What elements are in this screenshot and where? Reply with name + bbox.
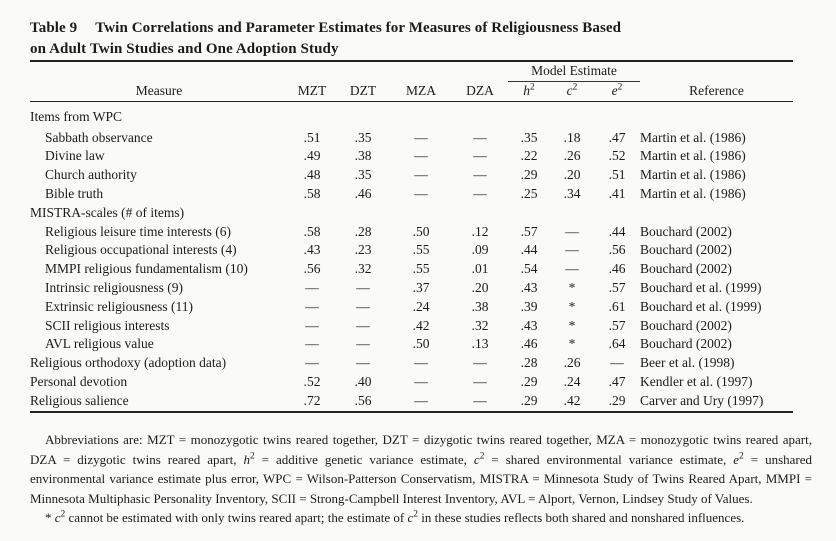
mzt-cell: .56 xyxy=(303,261,321,277)
dza-cell: .20 xyxy=(471,279,489,295)
c2-cell: .26 xyxy=(563,355,581,371)
mzt-cell: — xyxy=(305,336,319,352)
mzt-cell: — xyxy=(305,298,319,314)
col-header-c2: $c^2$ xyxy=(550,81,594,101)
dzt-cell: — xyxy=(356,298,370,314)
h2-cell: .29 xyxy=(520,392,538,408)
table-title-line1 xyxy=(30,18,690,39)
h2-cell: .43 xyxy=(520,279,538,295)
mzt-cell: .58 xyxy=(303,223,321,239)
mzt-cell: .58 xyxy=(303,185,321,201)
table-row xyxy=(30,335,793,354)
mza-cell: — xyxy=(414,129,428,145)
mza-cell: — xyxy=(414,373,428,389)
dzt-cell: .35 xyxy=(354,129,372,145)
dza-cell: — xyxy=(473,373,487,389)
mza-cell xyxy=(390,204,452,223)
dza-cell: .38 xyxy=(471,298,489,314)
e2-cell: .56 xyxy=(608,242,626,258)
math-variable: c xyxy=(54,510,61,525)
e2-cell: .47 xyxy=(608,373,626,389)
dza-cell xyxy=(452,204,508,223)
e2-cell: .46 xyxy=(608,261,626,277)
h2-cell: .22 xyxy=(520,148,538,164)
c2-cell: .26 xyxy=(563,148,581,164)
e2-cell: .52 xyxy=(608,148,626,164)
dzt-cell: .32 xyxy=(354,261,372,277)
reference-cell: Bouchard et al. (1999) xyxy=(640,298,762,314)
c2-cell: * xyxy=(568,279,576,295)
dza-cell: .32 xyxy=(471,317,489,333)
reference-cell: Martin et al. (1986) xyxy=(640,129,746,145)
h2-cell: .28 xyxy=(520,355,538,371)
mzt-cell: .49 xyxy=(303,148,321,164)
table-row xyxy=(30,185,793,204)
dza-cell: — xyxy=(473,392,487,408)
reference-cell: Carver and Ury (1997) xyxy=(640,392,764,408)
e2-cell xyxy=(594,204,640,223)
reference-cell: Bouchard et al. (1999) xyxy=(640,279,762,295)
c2-cell xyxy=(550,204,594,223)
dza-cell xyxy=(452,101,508,129)
dzt-cell: — xyxy=(356,279,370,295)
e2-cell: .44 xyxy=(608,223,626,239)
dza-cell: .13 xyxy=(471,336,489,352)
dza-cell: — xyxy=(473,185,487,201)
mza-cell: — xyxy=(414,167,428,183)
mzt-cell xyxy=(288,204,336,223)
h2-cell: .39 xyxy=(520,298,538,314)
c2-cell: * xyxy=(568,317,576,333)
dzt-cell: .23 xyxy=(354,242,372,258)
mza-cell xyxy=(390,101,452,129)
measure-cell: Bible truth xyxy=(45,185,104,201)
dzt-cell: — xyxy=(356,336,370,352)
table-row xyxy=(30,373,793,392)
header-spacer xyxy=(640,61,793,81)
h2-cell: .43 xyxy=(520,317,538,333)
dzt-cell: — xyxy=(356,355,370,371)
math-variable: c xyxy=(473,451,480,467)
e2-cell: .41 xyxy=(608,185,626,201)
e2-cell: .61 xyxy=(608,298,626,314)
model-estimate-group-header: Model Estimate xyxy=(508,61,640,81)
reference-cell: Bouchard (2002) xyxy=(640,242,732,258)
table-row xyxy=(30,241,793,260)
col-header-measure: Measure xyxy=(30,81,288,101)
measure-cell: Items from WPC xyxy=(30,109,122,125)
measure-cell: Sabbath observance xyxy=(45,129,153,145)
e2-cell: .57 xyxy=(608,279,626,295)
col-header-dzt: DZT xyxy=(336,81,390,101)
col-header-reference: Reference xyxy=(640,81,793,101)
measure-cell: MMPI religious fundamentalism (10) xyxy=(45,261,248,277)
mzt-cell: .48 xyxy=(303,167,321,183)
measure-cell: Intrinsic religiousness (9) xyxy=(45,279,183,295)
math-variable: e xyxy=(733,451,740,467)
mzt-cell: .43 xyxy=(303,242,321,258)
dza-cell: — xyxy=(473,148,487,164)
mza-cell: — xyxy=(414,185,428,201)
c2-cell: .18 xyxy=(563,129,581,145)
measure-cell: Church authority xyxy=(45,167,137,183)
dza-cell: .01 xyxy=(471,261,489,277)
dzt-cell: .38 xyxy=(354,148,372,164)
measure-cell: Religious salience xyxy=(30,392,129,408)
e2-cell xyxy=(594,101,640,129)
dzt-cell: .46 xyxy=(354,185,372,201)
mzt-cell: .51 xyxy=(303,129,321,145)
col-header-h2: $h^2$ xyxy=(508,81,550,101)
table-body xyxy=(30,101,793,411)
mza-cell: .24 xyxy=(412,298,430,314)
h2-cell: .44 xyxy=(520,242,538,258)
dzt-cell: — xyxy=(356,317,370,333)
reference-cell: Bouchard (2002) xyxy=(640,336,732,352)
col-header-dza: DZA xyxy=(452,81,508,101)
h2-cell: .29 xyxy=(520,373,538,389)
mzt-cell xyxy=(288,101,336,129)
measure-cell: Religious orthodoxy (adoption data) xyxy=(30,355,227,371)
reference-cell xyxy=(640,204,793,223)
measure-cell: MISTRA-scales (# of items) xyxy=(30,204,185,220)
h2-cell: .29 xyxy=(520,167,538,183)
group-header-row xyxy=(30,101,793,129)
mzt-cell: .52 xyxy=(303,373,321,389)
measure-cell: Extrinsic religiousness (11) xyxy=(45,298,193,314)
table-row xyxy=(30,279,793,298)
table-row xyxy=(30,129,793,148)
measure-cell: Personal devotion xyxy=(30,373,128,389)
mzt-cell: — xyxy=(305,317,319,333)
mza-cell: .50 xyxy=(412,223,430,239)
dzt-cell xyxy=(336,101,390,129)
h2-cell: .57 xyxy=(520,223,538,239)
e2-cell: — xyxy=(610,355,624,371)
e2-cell: .64 xyxy=(608,336,626,352)
abbreviations-note: Abbreviations are: MZT = monozygotic twins reared together, DZT = dizygotic twins reared together, MZA = monozygotic twins reared apart, DZA = dizygotic twins reared apart, $h^2$ = additive genetic variance estimate, $c^2$ = shared environmental variance estimate, $e^2$ = unshared environmental variance estimate plus error, WPC = Wilson-Patterson Conservatism, MISTRA = Minnesota Study of Twins Reared Apart, MMPI = Minnesota Multiphasic Personality Inventory, SCII = Strong-Campbell Interest Inventory, AVL = Alport, Vernon, Lindsey Study of Values. xyxy=(30,432,812,506)
mza-cell: — xyxy=(414,355,428,371)
col-header-e2: $e^2$ xyxy=(594,81,640,101)
c2-cell: * xyxy=(568,336,576,352)
h2-cell xyxy=(508,204,550,223)
e2-cell: .29 xyxy=(608,392,626,408)
reference-cell: Beer et al. (1998) xyxy=(640,355,735,371)
mza-cell: .55 xyxy=(412,242,430,258)
c2-cell: .24 xyxy=(563,373,581,389)
e2-cell: .51 xyxy=(608,167,626,183)
h2-cell: .54 xyxy=(520,261,538,277)
reference-cell: Martin et al. (1986) xyxy=(640,185,746,201)
math-variable: c xyxy=(407,510,414,525)
dzt-cell: .40 xyxy=(354,373,372,389)
table-row xyxy=(30,354,793,373)
measure-cell: Divine law xyxy=(45,148,105,164)
math-variable: h xyxy=(243,451,250,467)
table-row xyxy=(30,260,793,279)
dzt-cell: .28 xyxy=(354,223,372,239)
mza-cell: .55 xyxy=(412,261,430,277)
table-title-line2: on Adult Twin Studies and One Adoption Study xyxy=(30,41,339,57)
dza-cell: .09 xyxy=(471,242,489,258)
col-header-mza: MZA xyxy=(390,81,452,101)
h2-cell xyxy=(508,101,550,129)
table-row xyxy=(30,392,793,412)
table-number: Table 9 xyxy=(30,20,78,36)
reference-cell: Martin et al. (1986) xyxy=(640,148,746,164)
col-header-mzt: MZT xyxy=(288,81,336,101)
mzt-cell: — xyxy=(305,355,319,371)
mza-cell: .37 xyxy=(412,279,430,295)
table-row xyxy=(30,223,793,242)
e2-cell: .57 xyxy=(608,317,626,333)
c2-cell: — xyxy=(565,242,579,258)
h2-cell: .46 xyxy=(520,336,538,352)
c2-cell: .20 xyxy=(563,167,581,183)
reference-cell: Bouchard (2002) xyxy=(640,317,732,333)
table-title xyxy=(30,18,690,60)
mzt-cell: .72 xyxy=(303,392,321,408)
h2-cell: .25 xyxy=(520,185,538,201)
c2-cell: .42 xyxy=(563,392,581,408)
table-title-text: Twin Correlations and Parameter Estimates for Measures of Religiousness Based xyxy=(95,20,622,36)
table-header xyxy=(30,61,793,101)
table-footnote xyxy=(30,430,812,528)
reference-cell: Bouchard (2002) xyxy=(640,261,732,277)
reference-cell: Bouchard (2002) xyxy=(640,223,732,239)
reference-cell: Kendler et al. (1997) xyxy=(640,373,753,389)
asterisk-note: * $c^2$ cannot be estimated with only twins reared apart; the estimate of $c^2$ in these studies reflects both shared and nonshared influences. xyxy=(45,509,745,525)
table-row xyxy=(30,298,793,317)
reference-cell: Martin et al. (1986) xyxy=(640,167,746,183)
mzt-cell: — xyxy=(305,279,319,295)
header-columns-row xyxy=(30,81,793,101)
c2-cell: * xyxy=(568,298,576,314)
dzt-cell xyxy=(336,204,390,223)
c2-cell: — xyxy=(565,261,579,277)
table-row xyxy=(30,166,793,185)
dzt-cell: .56 xyxy=(354,392,372,408)
dza-cell: — xyxy=(473,167,487,183)
reference-cell xyxy=(640,101,793,129)
h2-cell: .35 xyxy=(520,129,538,145)
dza-cell: — xyxy=(473,129,487,145)
measure-cell: Religious leisure time interests (6) xyxy=(45,223,231,239)
measure-cell: AVL religious value xyxy=(45,336,154,352)
dza-cell: — xyxy=(473,355,487,371)
group-header-row xyxy=(30,204,793,223)
measure-cell: Religious occupational interests (4) xyxy=(45,242,237,258)
header-span-row xyxy=(30,61,793,81)
header-spacer xyxy=(30,61,508,81)
table-row xyxy=(30,317,793,336)
dzt-cell: .35 xyxy=(354,167,372,183)
dza-cell: .12 xyxy=(471,223,489,239)
c2-cell: — xyxy=(565,223,579,239)
correlations-table xyxy=(30,60,793,413)
c2-cell: .34 xyxy=(563,185,581,201)
mza-cell: — xyxy=(414,148,428,164)
e2-cell: .47 xyxy=(608,129,626,145)
mza-cell: .42 xyxy=(412,317,430,333)
measure-cell: SCII religious interests xyxy=(45,317,170,333)
mza-cell: — xyxy=(414,392,428,408)
mza-cell: .50 xyxy=(412,336,430,352)
c2-cell xyxy=(550,101,594,129)
table-row xyxy=(30,147,793,166)
